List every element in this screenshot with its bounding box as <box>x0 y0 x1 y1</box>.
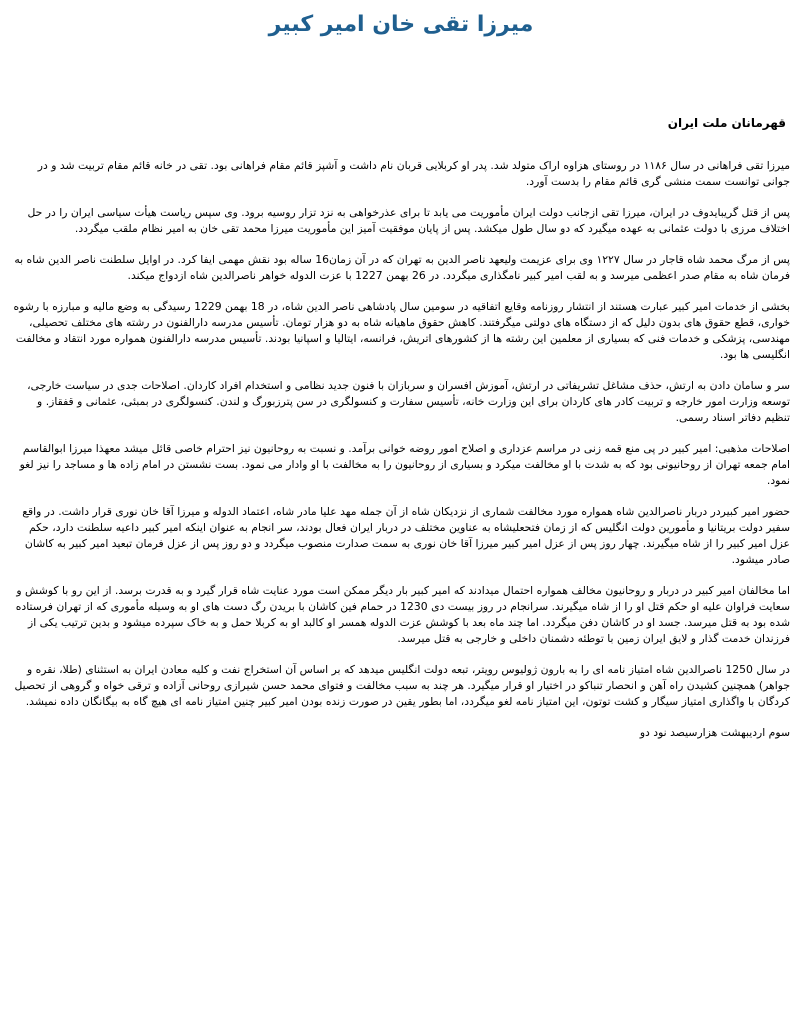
paragraph-army-reforms: سر و سامان دادن به ارتش، حذف مشاغل تشریفاتی در ارتش، آموزش افسران و سربازان با فنون جدید نظامی و استخدام افراد کاردان. اصلاحات جدی در سیاست خارجی، توسعه وزارت امور خارجه و تربیت کادر های کاردان برای این وزارت خانه، تأسیس سفارت و کنسولگری در سن پترزبورگ و لندن. کنسولگری در بمبئی، عثمانی و قفقاز. و تنظیم دفاتر اسناد رسمی. <box>27 379 790 424</box>
paragraph-diplomatic-mission: پس از قتل گریبایدوف در ایران، میرزا تقی ازجانب دولت ایران مأموریت می یابد تا برای عذرخواهی به نزد تزار روسیه برود. وی سپس ریاست هیأت سیاسی ایران را در حل اختلاف مرزی با دولت عثمانی به عهده میگیرد که دو سال طول میکشد. پس از پایان موفقیت آمیز این مأموریت میرزا محمد تقی خان به امیر نظام ملقب میگردد. <box>27 206 790 235</box>
paragraph-court-opposition: حضور امیر کبیردر دربار ناصرالدین شاه همواره مورد مخالفت شماری از نزدیکان شاه از آن جمله مهد علیا مادر شاه، اعتماد الدوله و میرزا آقا خان نوری قرار داشت. در واقع سفیر دولت بریتانیا و مأمورین دولت انگلیس که از زمان فتحعلیشاه به عناوین مختلف در دربار ایران فعال بودند، سر انجام به عنوان اینکه امیر کبیر داعیه سلطنت دارد، حکم عزل امیر کبیر را از شاه میگیرند. چهار روز پس از عزل امیر کبیر میرزا آقا خان نوری به سمت صدارت منصوب میگردد و دو روز پس از عزل فرمان تبعید امیر کبیر به کاشان صادر میشود. <box>22 505 790 566</box>
article-body <box>12 158 790 741</box>
page-subtitle: قهرمانان ملت ایران <box>667 116 786 130</box>
paragraph-services: بخشی از خدمات امیر کبیر عبارت هستند از انتشار روزنامه وقایع اتفاقیه در سومین سال پادشاهی ناصر الدین شاه، در 18 بهمن 1229 رسیدگی به وضع مالیه و مبارزه با رشوه خواری، قطع حقوق های بدون دلیل که از دستگاه های دولتی میگرفتند. کاهش حقوق ماهیانه شاه به دو هزار تومان. تأسیس مدرسه دارالفنون در رشته های مختلف تحصیلی، مهندسی، پزشکی و خدمات فنی که بسیاری از معلمین این رشته ها از کشورهای اتریش، فرانسه، ایتالیا و اسپانیا بودند. تأسیس مدرسه دارالفنون همواره مورد انتقاد و مخالفت انگلیسی ها بود. <box>13 300 790 361</box>
paragraph-prime-minister: پس از مرگ محمد شاه قاجار در سال ۱۲۲۷ وی برای عزیمت ولیعهد ناصر الدین به تهران که در آن زمان16 ساله بود نقش مهمی ایفا کرد. در اوایل سلطنت ناصر الدین شاه به فرمان شاه به مقام صدر اعظمی میرسد و به لقب امیر کبیر نامگذاری میگردد. در 26 بهمن 1227 با عزت الدوله خواهر ناصرالدین شاه ازدواج میکند. <box>14 253 790 282</box>
page-title: میرزا تقی خان امیر کبیر <box>268 12 534 37</box>
date-line: سوم اردیبهشت هزارسیصد نود دو <box>639 726 790 739</box>
paragraph-early-life: میرزا تقی فراهانی در سال ۱۱۸۶ در روستای هزاوه اراک متولد شد. پدر او کربلایی قربان نام داشت و آشپز قائم مقام فراهانی بود. تقی در خانه قائم مقام تربیت شد و در جوانی توانست سمت منشی گری قائم مقام را بدست آورد. <box>37 159 790 188</box>
paragraph-religious-reforms: اصلاحات مذهبی: امیر کبیر در پی منع قمه زنی در مراسم عزداری و اصلاح امور روضه خوانی برآمد. و نسبت به روحانیون نیز احترام خاصی قائل میشد معهذا میرزا ابوالقاسم امام جمعه تهران از روحانیونی بود که به شدت با او مخالفت میکرد و بسیاری از روحانیون را به مخالفت با او وادار می نمود. بست نشستن در امام زاده ها و مساجد را نیز لغو نمود. <box>19 442 790 487</box>
paragraph-reuter-concession: در سال 1250 ناصرالدین شاه امتیاز نامه ای را به بارون ژولیوس رویتر، تبعه دولت انگلیس میدهد که بر اساس آن استخراج نفت و کلیه معادن ایران به استثنای (طلا، نقره و جواهر) همچنین کشیدن راه آهن و انحصار تنباکو در اختیار او قرار میگیرد. هر چند به سبب مخالفت و فتوای محمد حسن شیرازی روحانی آزاده و ترقی خواه و گروهی از تحصیل کردگان با واگذاری امتیاز سیگار و کشت توتون، این امتیاز نامه لغو میگردد، اما بطور یقین در صورت زنده بودن امیر کبیر چنین امتیاز نامه ای هیچ گاه به بیگانگان داده نمیشد. <box>14 663 790 708</box>
paragraph-assassination: اما مخالفان امیر کبیر در دربار و روحانیون مخالف همواره احتمال میدادند که امیر کبیر بار دیگر ممکن است مورد عنایت شاه قرار گیرد و به قدرت برسد. از این رو با کوشش و سعایت فراوان علیه او حکم قتل او را از شاه میگیرند. سرانجام در روز بیست دی 1230 در حمام فین کاشان با بریدن رگ دست های او به وسیله مأموری که از تهران فرستاده شده بود به قتل میرسد. جسد او در کاشان دفن میگردد. اما چند ماه بعد با کوشش عزت الدوله همسر او کالبد او به کربلا حمل و به خاک سپرده میشود و بدین ترتیب یکی از فرزندان خدمت گذار و لایق ایران زمین با توطئه دشمنان داخلی و خارجی به قتل میرسد. <box>15 584 790 645</box>
